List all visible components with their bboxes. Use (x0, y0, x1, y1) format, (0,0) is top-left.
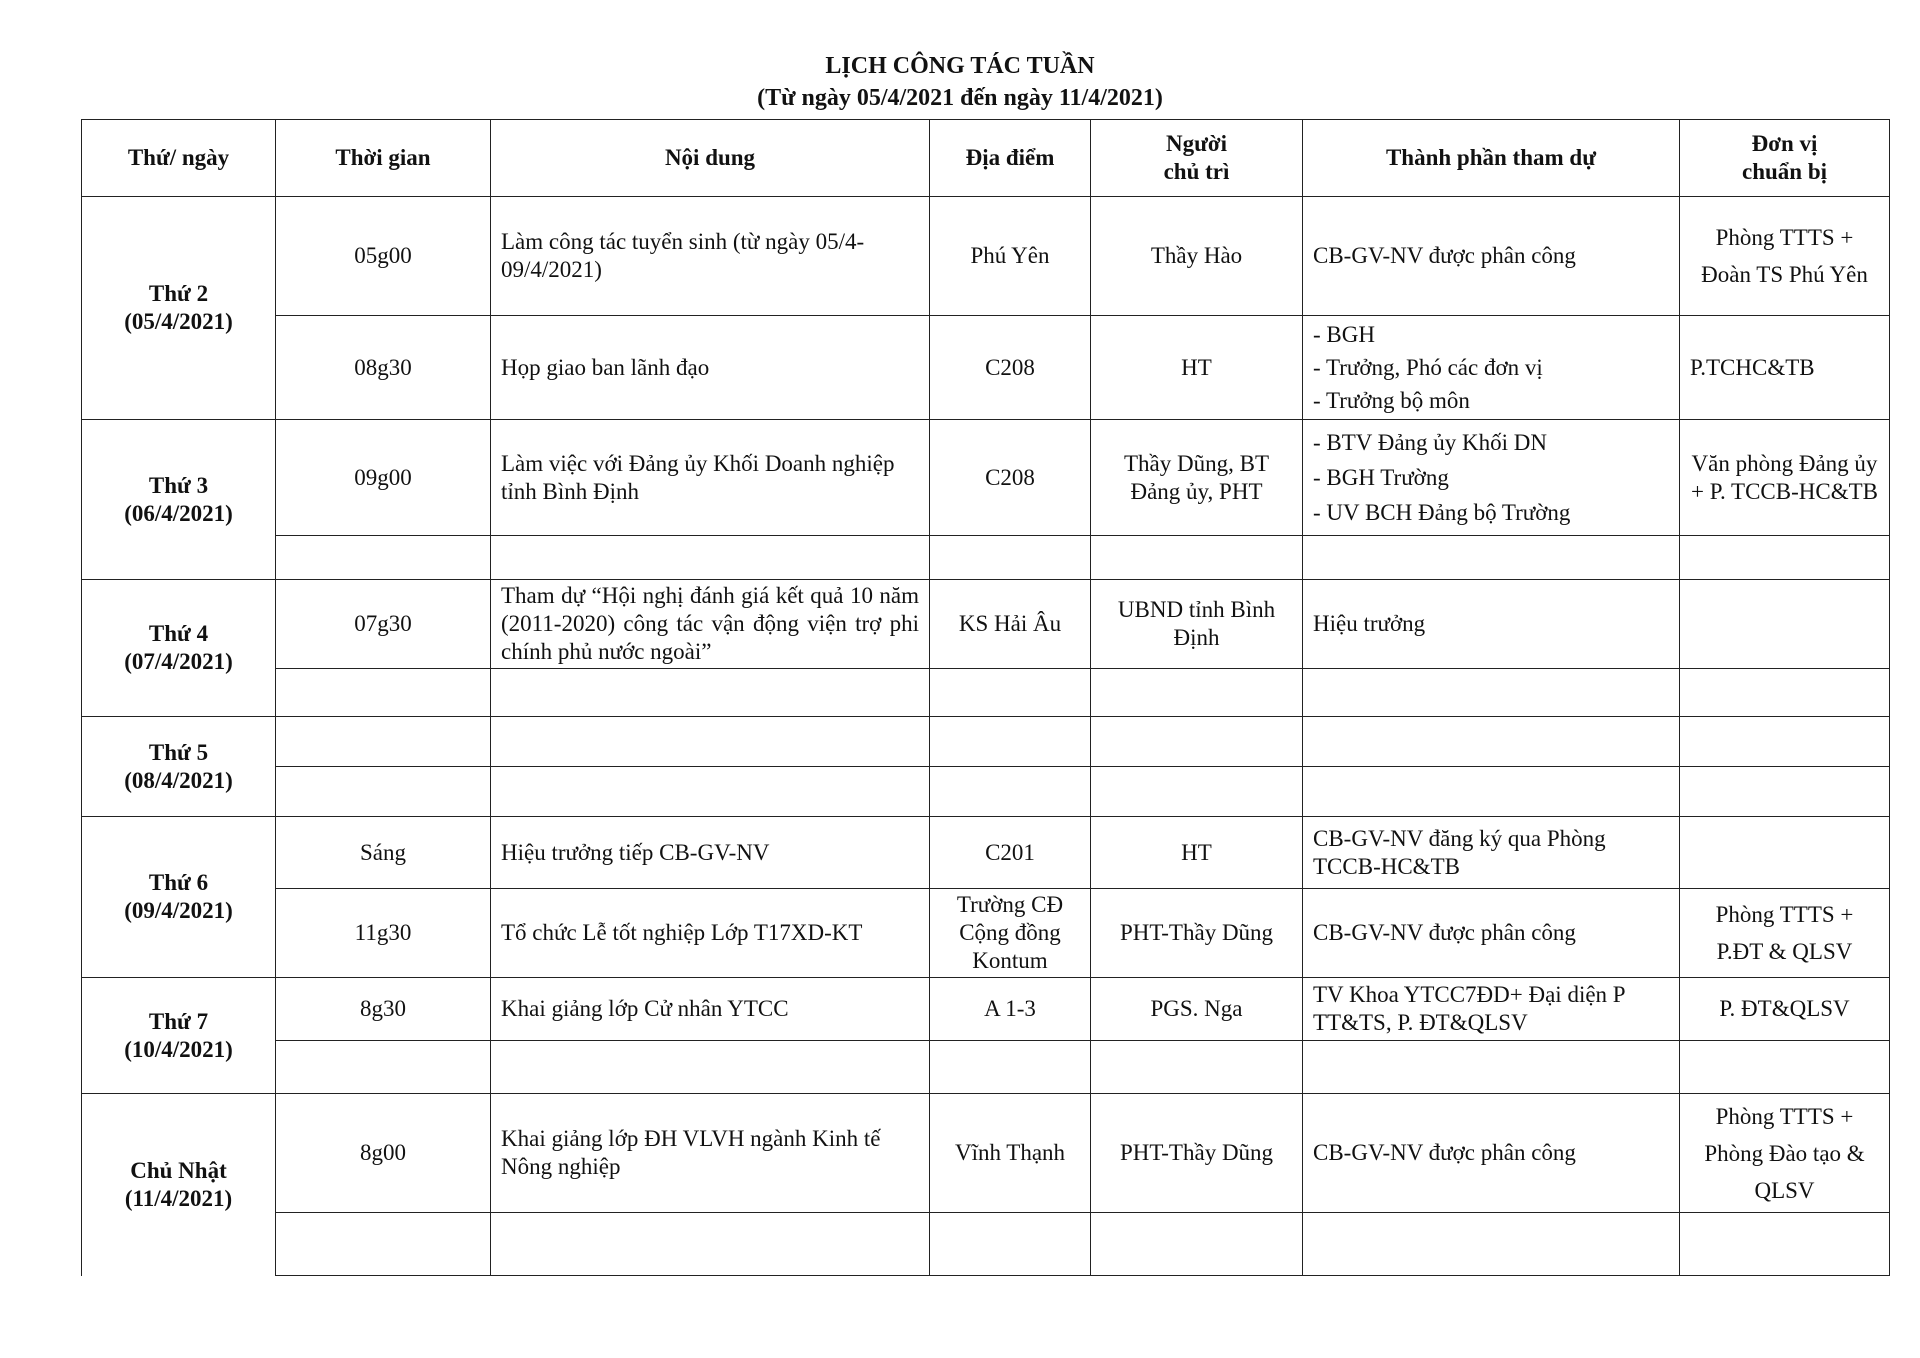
event-prep: P. ĐT&QLSV (1680, 978, 1890, 1041)
empty-cell (1091, 1041, 1303, 1094)
table-row (82, 717, 1890, 767)
event-host: Thầy Hào (1091, 197, 1303, 316)
empty-cell (491, 717, 930, 767)
day-cell-sat (82, 978, 276, 1094)
col-header-prep-line1: Đơn vị (1751, 131, 1818, 156)
event-host: UBND tỉnh Bình Định (1091, 580, 1303, 669)
day-name: Thứ 7 (148, 1008, 209, 1034)
table-row (82, 978, 1890, 1041)
event-host: HT (1091, 316, 1303, 420)
table-row (82, 1213, 1890, 1276)
event-host: PGS. Nga (1091, 978, 1303, 1041)
empty-cell (276, 767, 491, 817)
empty-cell (930, 669, 1091, 717)
col-header-content: Nội dung (491, 120, 930, 197)
day-cell-wed (82, 580, 276, 717)
event-participants: CB-GV-NV được phân công (1303, 197, 1680, 316)
table-row (82, 420, 1890, 536)
empty-cell (930, 1213, 1091, 1276)
event-participants: Hiệu trưởng (1303, 580, 1680, 669)
empty-cell (1680, 669, 1890, 717)
empty-cell (1091, 669, 1303, 717)
day-cell-sun (82, 1094, 276, 1276)
table-row (82, 669, 1890, 717)
empty-cell (276, 1213, 491, 1276)
day-name: Thứ 4 (148, 621, 209, 646)
table-row (82, 889, 1890, 978)
event-content: Khai giảng lớp ĐH VLVH ngành Kinh tế Nông nghiệp (491, 1094, 930, 1213)
event-host: PHT-Thầy Dũng (1091, 1094, 1303, 1213)
empty-cell (1303, 1041, 1680, 1094)
day-cell-thu (82, 717, 276, 817)
col-header-host (1091, 120, 1303, 197)
empty-cell (491, 536, 930, 580)
event-prep: Văn phòng Đảng ủy + P. TCCB-HC&TB (1680, 420, 1890, 536)
empty-cell (276, 536, 491, 580)
empty-cell (1303, 767, 1680, 817)
empty-cell (1680, 767, 1890, 817)
day-date: (09/4/2021) (124, 898, 233, 923)
table-row (82, 197, 1890, 316)
empty-cell (930, 536, 1091, 580)
event-host: HT (1091, 817, 1303, 889)
table-row (82, 316, 1890, 420)
empty-cell (1091, 717, 1303, 767)
event-content: Hiệu trưởng tiếp CB-GV-NV (491, 817, 930, 889)
empty-cell (1091, 1213, 1303, 1276)
event-time: 05g00 (276, 197, 491, 316)
event-location: Trường CĐ Cộng đồng Kontum (930, 889, 1091, 978)
participant-line: - BTV Đảng ủy Khối DN (1313, 430, 1548, 455)
day-cell-mon (82, 197, 276, 420)
empty-cell (1680, 1041, 1890, 1094)
day-date: (11/4/2021) (124, 1185, 233, 1211)
col-header-prep (1680, 120, 1890, 197)
event-location: C208 (930, 420, 1091, 536)
event-host: Thầy Dũng, BT Đảng ủy, PHT (1091, 420, 1303, 536)
event-content: Làm công tác tuyển sinh (từ ngày 05/4-09/4/2021) (491, 197, 930, 316)
empty-cell (276, 1041, 491, 1094)
event-content: Họp giao ban lãnh đạo (491, 316, 930, 420)
day-name: Chủ Nhật (130, 1157, 227, 1183)
col-header-day: Thứ/ ngày (82, 120, 276, 197)
empty-cell (1680, 717, 1890, 767)
event-time: 09g00 (276, 420, 491, 536)
event-prep: Phòng TTTS + Phòng Đào tạo & QLSV (1680, 1094, 1890, 1213)
event-host: PHT-Thầy Dũng (1091, 889, 1303, 978)
event-location: Phú Yên (930, 197, 1091, 316)
table-row (82, 1041, 1890, 1094)
table-row (82, 817, 1890, 889)
day-date: (10/4/2021) (124, 1036, 233, 1062)
empty-cell (491, 1041, 930, 1094)
event-time: 11g30 (276, 889, 491, 978)
empty-cell (276, 669, 491, 717)
empty-cell (930, 1041, 1091, 1094)
event-location: Vĩnh Thạnh (930, 1094, 1091, 1213)
col-header-host-line1: Người (1165, 131, 1228, 156)
header-row (82, 120, 1890, 197)
col-header-participants: Thành phần tham dự (1303, 120, 1680, 197)
day-cell-fri (82, 817, 276, 978)
col-header-prep-line2: chuẩn bị (1741, 159, 1827, 184)
day-name: Thứ 3 (148, 472, 209, 498)
empty-cell (491, 1213, 930, 1276)
empty-cell (1680, 536, 1890, 580)
participant-line: - BGH Trường (1313, 465, 1449, 490)
weekly-schedule-table (81, 119, 1890, 1276)
event-time: Sáng (276, 817, 491, 889)
participant-line: - Trưởng, Phó các đơn vị (1313, 355, 1543, 380)
event-location: KS Hải Âu (930, 580, 1091, 669)
participant-line: - Trưởng bộ môn (1313, 388, 1470, 413)
event-participants (1303, 420, 1680, 536)
empty-cell (1091, 767, 1303, 817)
event-content: Tổ chức Lễ tốt nghiệp Lớp T17XD-KT (491, 889, 930, 978)
col-header-location: Địa điểm (930, 120, 1091, 197)
empty-cell (1303, 717, 1680, 767)
event-prep: P.TCHC&TB (1680, 316, 1890, 420)
event-time: 07g30 (276, 580, 491, 669)
event-time: 8g00 (276, 1094, 491, 1213)
participant-line: - BGH (1313, 322, 1375, 347)
empty-cell (930, 717, 1091, 767)
event-prep (1680, 817, 1890, 889)
col-header-host-line2: chủ trì (1163, 159, 1230, 184)
table-row (82, 1094, 1890, 1213)
empty-cell (491, 767, 930, 817)
event-time: 8g30 (276, 978, 491, 1041)
event-participants (1303, 316, 1680, 420)
event-participants: CB-GV-NV được phân công (1303, 1094, 1680, 1213)
empty-cell (1303, 1213, 1680, 1276)
event-participants: CB-GV-NV được phân công (1303, 889, 1680, 978)
empty-cell (930, 767, 1091, 817)
table-row (82, 767, 1890, 817)
event-prep: Phòng TTTS + Đoàn TS Phú Yên (1680, 197, 1890, 316)
event-content: Làm việc với Đảng ủy Khối Doanh nghiệp tỉnh Bình Định (491, 420, 930, 536)
empty-cell (491, 669, 930, 717)
col-header-time: Thời gian (276, 120, 491, 197)
event-prep: Phòng TTTS + P.ĐT & QLSV (1680, 889, 1890, 978)
table-row (82, 536, 1890, 580)
day-cell-tue (82, 420, 276, 580)
event-location: A 1-3 (930, 978, 1091, 1041)
empty-cell (276, 717, 491, 767)
day-date: (05/4/2021) (124, 309, 233, 334)
participant-line: - UV BCH Đảng bộ Trường (1313, 500, 1571, 525)
empty-cell (1303, 669, 1680, 717)
document-header (0, 50, 1920, 114)
event-location: C201 (930, 817, 1091, 889)
event-participants: CB-GV-NV đăng ký qua Phòng TCCB-HC&TB (1303, 817, 1680, 889)
table-row (82, 580, 1890, 669)
day-date: (07/4/2021) (124, 649, 233, 674)
event-time: 08g30 (276, 316, 491, 420)
day-name: Thứ 5 (148, 739, 209, 765)
day-date: (06/4/2021) (124, 500, 233, 526)
event-content: Tham dự “Hội nghị đánh giá kết quả 10 năm (2011-2020) công tác vận động viện trợ phi chính phủ nước ngoài” (491, 580, 930, 669)
empty-cell (1680, 1213, 1890, 1276)
day-name: Thứ 2 (148, 281, 209, 306)
day-date: (08/4/2021) (124, 767, 233, 793)
day-name: Thứ 6 (148, 870, 209, 895)
event-participants: TV Khoa YTCC7ĐD+ Đại diện P TT&TS, P. ĐT&QLSV (1303, 978, 1680, 1041)
page-title: LỊCH CÔNG TÁC TUẦN (825, 53, 1095, 79)
empty-cell (1091, 536, 1303, 580)
event-content: Khai giảng lớp Cử nhân YTCC (491, 978, 930, 1041)
event-location: C208 (930, 316, 1091, 420)
empty-cell (1303, 536, 1680, 580)
date-range-subtitle: (Từ ngày 05/4/2021 đến ngày 11/4/2021) (757, 85, 1163, 111)
event-prep (1680, 580, 1890, 669)
